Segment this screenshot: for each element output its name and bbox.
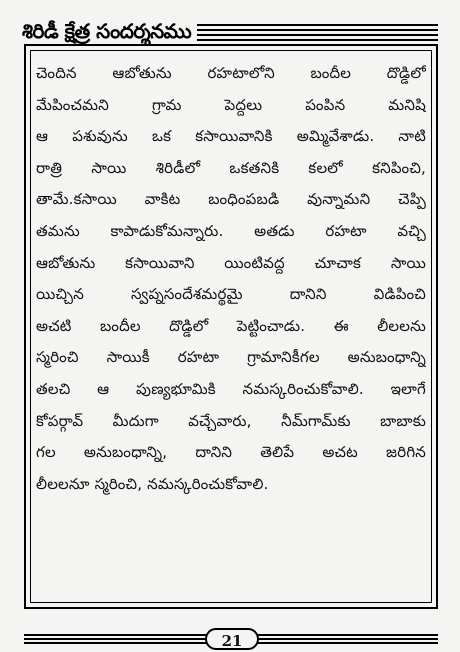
text-line: తమను కాపాడుకోమన్నారు. అతడు రహటా వచ్చి xyxy=(36,221,426,240)
text-line: స్మరించి సాయికీ రహటా గ్రామానికీగల అనుబంధాన్ని xyxy=(36,348,426,367)
text-line: మేపించమని గ్రామ పెద్దలు పంపిన మనిషి xyxy=(36,95,426,114)
text-line: యిచ్చిన స్వప్నసందేశమర్థమై దానిని విడిపించి xyxy=(36,285,426,304)
text-line: తామే.కసాయి వాకిట బంధింపబడి వున్నామని చెప్పి xyxy=(36,190,426,209)
text-line: గల అనుబంధాన్ని, దానిని తెలిపే అచట జరిగిన xyxy=(36,443,426,462)
text-line: ఆ పశువును ఒక కసాయివానికి అమ్మివేశాడు. నాటి xyxy=(36,127,426,146)
text-line: కోపర్గావ్ మీదుగా వచ్చేవారు, నీమ్‌గామ్‌కు బాబాకు xyxy=(36,411,426,430)
text-line: చెందిన ఆబోతును రహటాలోని బందీల దొడ్డిలో xyxy=(36,64,426,82)
text-line: అచటి బందీల దొడ్డిలో పెట్టించాడు. ఈ లీలలను xyxy=(36,316,426,335)
body-text xyxy=(36,58,426,500)
page-number: 21 xyxy=(205,628,259,650)
text-line: ఆబోతును కసాయివాని యింటివద్ద చూచాక సాయి xyxy=(36,253,426,272)
page-footer xyxy=(0,630,460,650)
text-line: లీలలనూ స్మరించి, నమస్కరించుకోవాలి. xyxy=(36,474,269,493)
running-title: శిరిడీ క్షేత్ర సందర్శనము xyxy=(22,18,197,44)
text-line: రాత్రి సాయి శిరిడీలో ఒకతనికి కలలో కనిపించి, xyxy=(36,158,426,177)
text-line: తలచి ఆ పుణ్యభూమికి నమస్కరించుకోవాలి. ఇలాగే xyxy=(36,379,426,398)
